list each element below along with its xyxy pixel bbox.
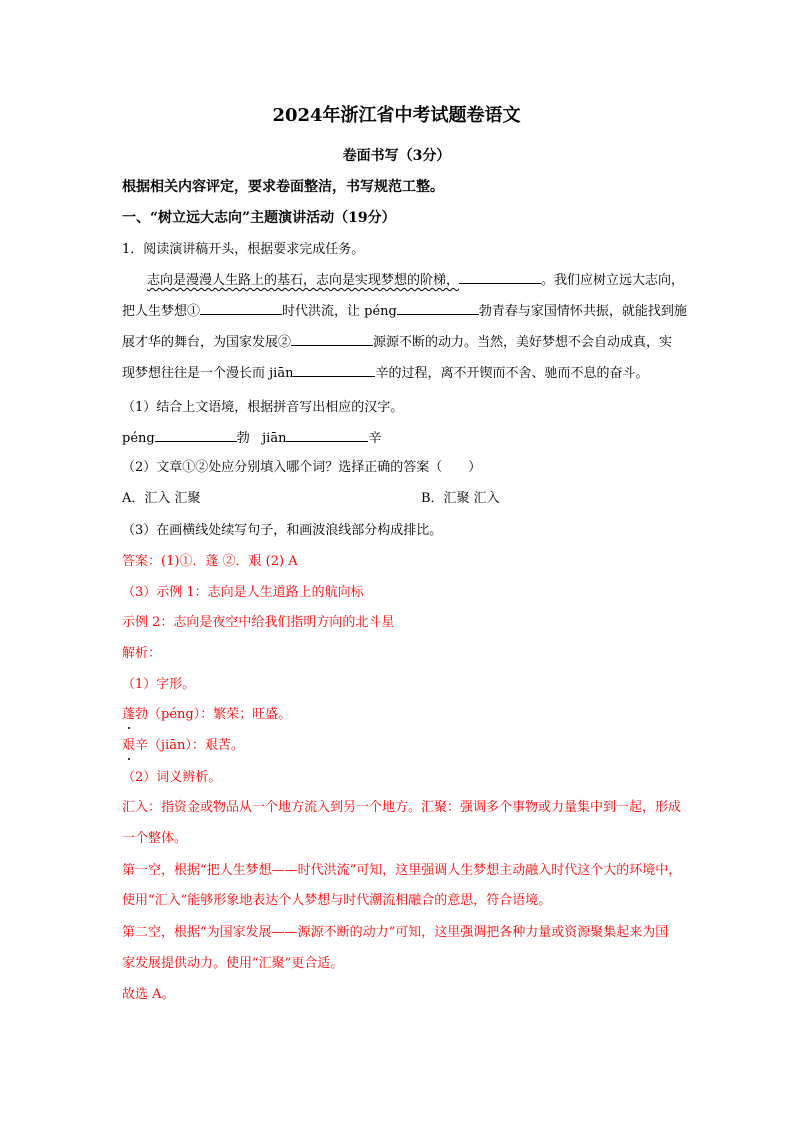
passage-line-2 — [122, 302, 687, 321]
explanation-3b: 家发展提供动力。使用“汇聚”更合适。 — [122, 956, 344, 971]
question-1-stem: 1．阅读演讲稿开头，根据要求完成任务。 — [122, 242, 365, 257]
passage-line-1 — [147, 271, 684, 290]
passage-text: 源源不断的动力。当然，美好梦想不会自动成真，实 — [373, 335, 673, 350]
explanation-1b: 一个整体。 — [122, 831, 188, 846]
answer-blank[interactable] — [459, 271, 541, 284]
character-label: 辛 — [368, 431, 382, 446]
passage-text: 时代洪流，让 péng — [282, 304, 397, 319]
sub-question-2 — [122, 459, 481, 477]
analysis-item-2: （2）词义辨析。 — [122, 770, 222, 785]
emphasized-character: 艰 — [122, 738, 136, 753]
passage-text: 展才华的舞台，为国家发展② — [122, 335, 292, 350]
analysis-text: 勃（péng）：繁荣；旺盛。 — [135, 707, 292, 722]
analysis-jian — [122, 737, 244, 755]
explanation-3a: 第二空，根据“为国家发展——源源不断的动力”可知，这里强调把各种力量或资源聚集起来为国 — [122, 925, 669, 940]
pinyin-label: jiān — [262, 431, 287, 446]
analysis-text: 辛（jiān）：艰苦。 — [135, 738, 244, 753]
analysis-item-1: （1）字形。 — [122, 677, 196, 692]
passage-text: 把人生梦想① — [122, 304, 201, 319]
wavy-underlined-text: 志向是漫漫人生路上的基石，志向是实现梦想的阶梯， — [147, 273, 460, 288]
section-heading: 一、“树立远大志向”主题演讲活动（19分） — [122, 210, 396, 226]
explanation-1a: 汇入：指资金或物品从一个地方流入到另一个地方。汇聚：强调多个事物或力量集中到一起，形成 — [122, 800, 682, 815]
answer-example-1: （3）示例 1：志向是人生道路上的航向标 — [122, 585, 364, 600]
passage-text: 辛的过程，离不开锲而不舍、驰而不息的奋斗。 — [375, 366, 649, 381]
explanation-2b: 使用“汇入”能够形象地表达个人梦想与时代潮流相融合的意思，符合语境。 — [122, 893, 552, 908]
pinyin-label: péng — [122, 431, 155, 446]
answer-blank[interactable] — [293, 364, 375, 377]
page-title: 2024年浙江省中考试题卷语文 — [272, 105, 521, 126]
answer-blank[interactable] — [155, 429, 237, 442]
answer-blank[interactable] — [291, 333, 373, 346]
option-a: A．汇入 汇聚 — [122, 491, 201, 506]
explanation-2a: 第一空，根据“把人生梦想——时代洪流”可知，这里强调人生梦想主动融入时代这个大的环境中， — [122, 863, 682, 878]
analysis-label: 解析： — [122, 646, 162, 661]
page-subtitle: 卷面书写（3分） — [342, 148, 451, 164]
question-text: （2）文章①②处应分别填入哪个词？选择正确的答案（ — [122, 460, 443, 475]
pinyin-answer-row — [122, 429, 381, 448]
analysis-peng — [122, 706, 291, 724]
passage-text: 勃青春与家国情怀共振，就能找到施 — [478, 304, 687, 319]
character-label: 勃 — [236, 431, 250, 446]
emphasized-character: 蓬 — [122, 707, 136, 722]
sub-question-3: （3）在画横线处续写句子，和画波浪线部分构成排比。 — [122, 523, 443, 538]
answer-blank[interactable] — [286, 429, 368, 442]
sub-question-1: （1）结合上文语境，根据拼音写出相应的汉字。 — [122, 400, 404, 415]
answer-line: 答案：(1)①．蓬 ②．艰 (2) A — [122, 554, 298, 569]
answer-blank[interactable] — [200, 302, 282, 315]
passage-text: 现梦想往往是一个漫长而 jiān — [122, 366, 294, 381]
answer-blank[interactable] — [397, 302, 479, 315]
option-b: B．汇聚 汇入 — [421, 491, 500, 506]
conclusion: 故选 A。 — [122, 987, 175, 1002]
answer-example-2: 示例 2：志向是夜空中给我们指明方向的北斗星 — [122, 615, 395, 630]
passage-line-4 — [122, 364, 648, 383]
writing-instruction: 根据相关内容评定，要求卷面整洁，书写规范工整。 — [122, 179, 444, 195]
passage-text: 。我们应树立远大志向， — [541, 273, 685, 288]
question-text: ） — [468, 460, 482, 475]
passage-line-3 — [122, 333, 672, 352]
